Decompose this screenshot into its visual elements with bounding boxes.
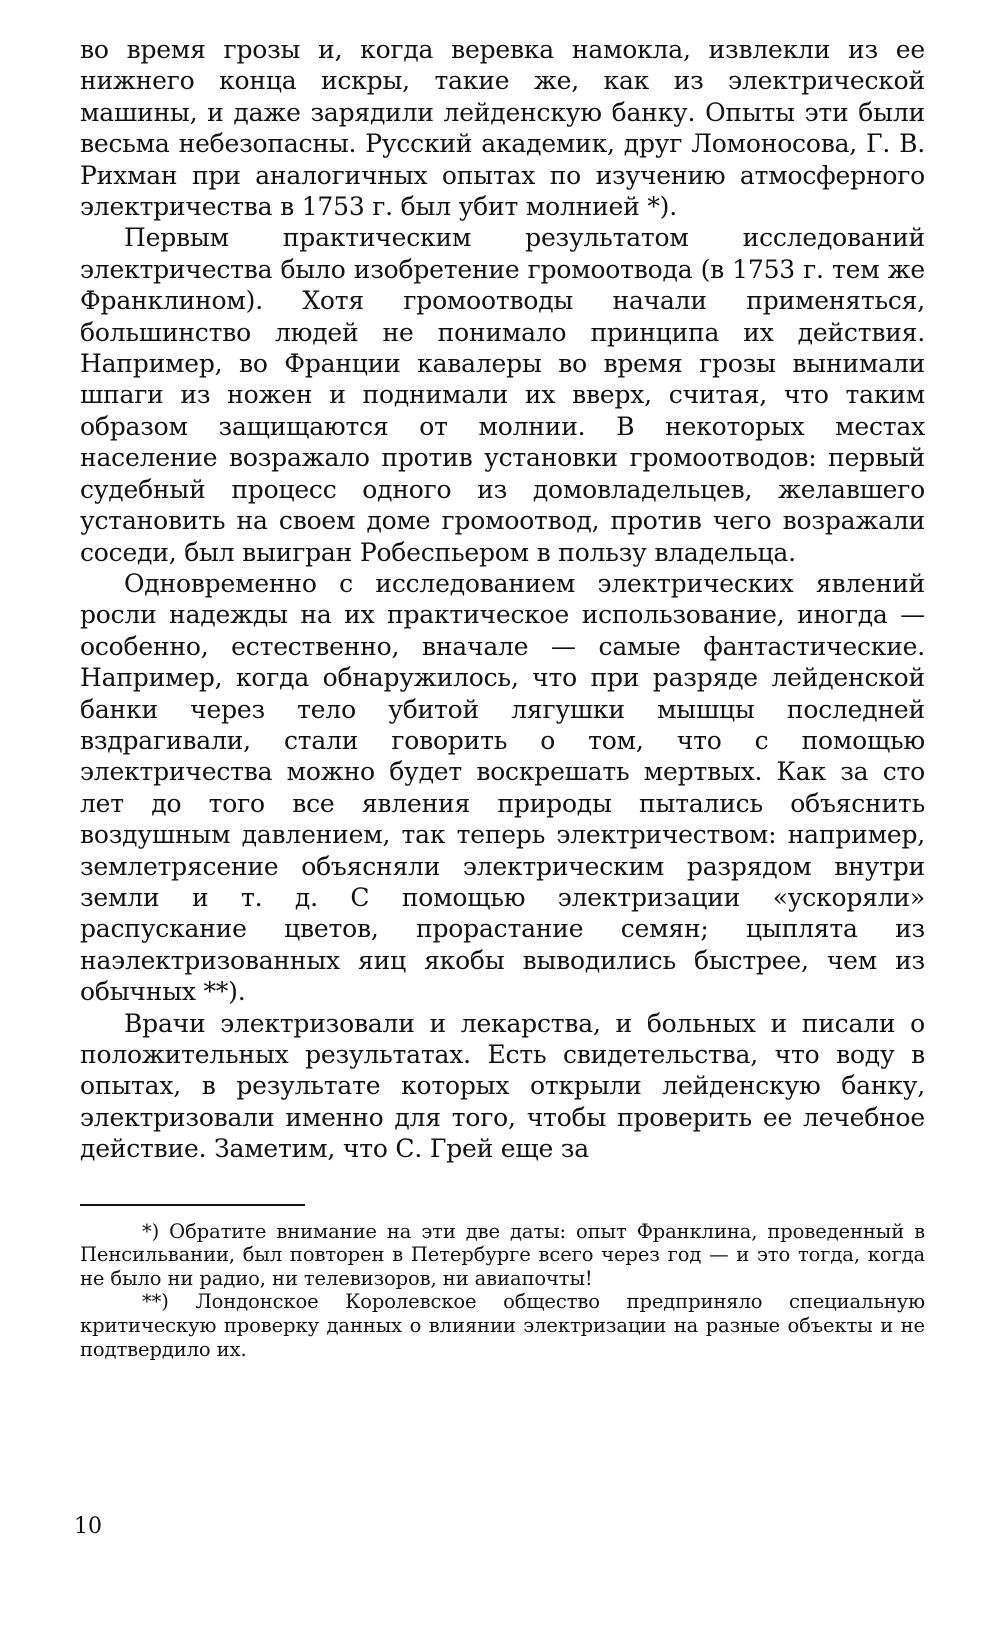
footnote-divider [80, 1204, 305, 1206]
footnote-1: *) Обратите внимание на эти две даты: опыт Франклина, проведенный в Пенсильвании, был повторен в Петербурге всего через год — и это тогда, когда не было ни радио, ни телевизоров, ни авиапочты! [80, 1219, 925, 1290]
page-number: 10 [74, 1514, 102, 1539]
page-content [80, 34, 925, 1361]
paragraph-lightning-rod: Первым практическим результатом исследований электричества было изобретение громоотвода (в 1753 г. тем же Франклином). Хотя громоотводы начали применяться, большинство людей не понимало принципа их действия. Например, во Франции кавалеры во время грозы вынимали шпаги из ножен и поднимали их вверх, считая, что таким образом защищаются от молнии. В некоторых местах население возражало против установки громоотводов: первый судебный процесс одного из домовладельцев, желавшего установить на своем доме громоотвод, против чего возражали соседи, был выигран Робеспьером в пользу владельца. [80, 223, 925, 567]
paragraph-fantastic-hopes: Одновременно с исследованием электрических явлений росли надежды на их практическое использование, иногда — особенно, естественно, вначале — самые фантастические. Например, когда обнаружилось, что при разряде лейденской банки через тело убитой лягушки мышцы последней вздрагивали, стали говорить о том, что с помощью электричества можно будет воскрешать мертвых. Как за сто лет до того все явления природы пытались объяснить воздушным давлением, так теперь электричеством: например, землетрясение объясняли электрическим разрядом внутри земли и т. д. С помощью электризации «ускоряли» распускание цветов, прорастание семян; цыплята из наэлектризованных яиц якобы выводились быстрее, чем из обычных **). [80, 568, 925, 1007]
footnote-2: **) Лондонское Королевское общество предприняло специальную критическую проверку данных о влиянии электризации на разные объекты и не подтвердило их. [80, 1290, 925, 1361]
paragraph-doctors: Врачи электризовали и лекарства, и больных и писали о положительных результатах. Есть свидетельства, что воду в опытах, в результате которых открыли лейденскую банку, электризовали именно для того, чтобы проверить ее лечебное действие. Заметим, что С. Грей еще за [80, 1008, 925, 1164]
paragraph-continuation: во время грозы и, когда веревка намокла, извлекли из ее нижнего конца искры, такие же, как из электрической машины, и даже зарядили лейденскую банку. Опыты эти были весьма небезопасны. Русский академик, друг Ломоносова, Г. В. Рихман при аналогичных опытах по изучению атмосферного электричества в 1753 г. был убит молнией *). [80, 35, 925, 222]
